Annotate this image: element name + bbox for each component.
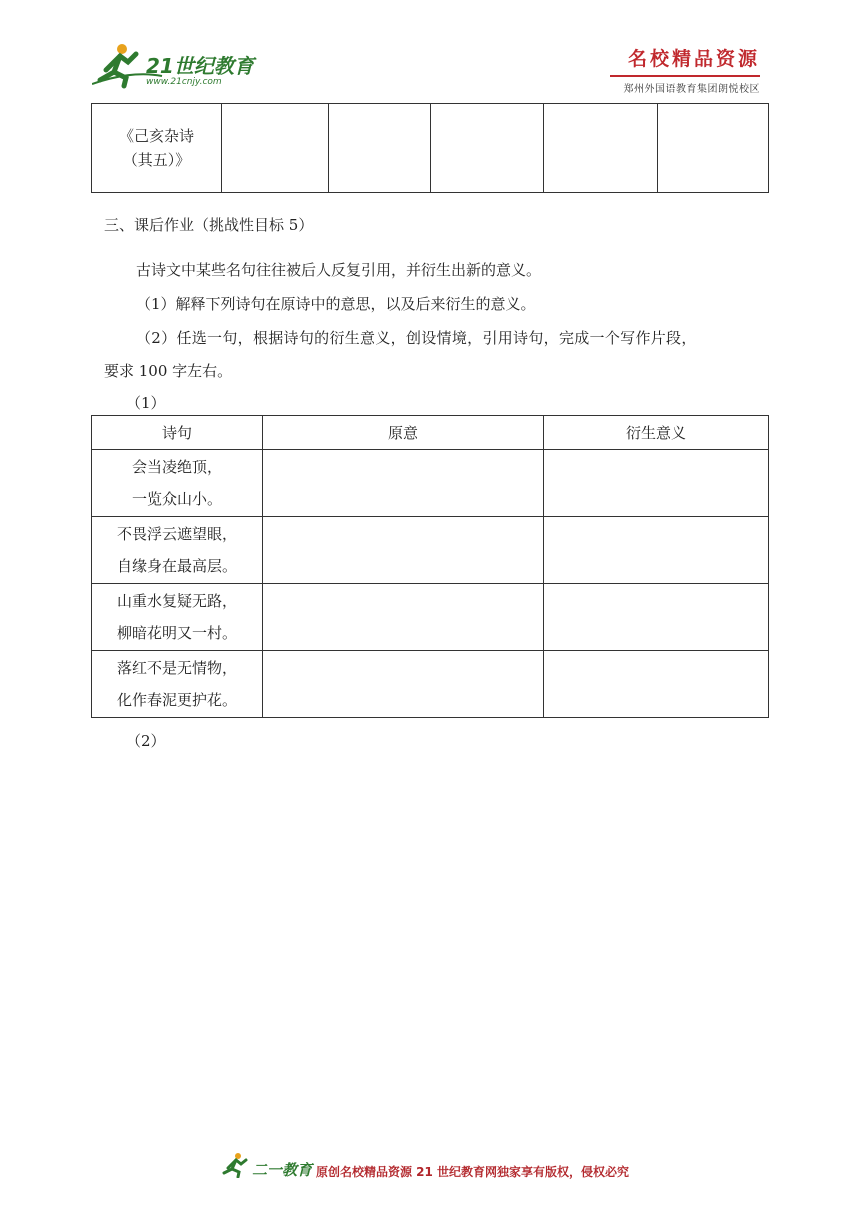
- table-row: [92, 517, 769, 584]
- poem-line: 落红不是无情物，: [116, 659, 237, 677]
- original-meaning-cell[interactable]: [263, 584, 544, 651]
- task-1-text: （1）解释下列诗句在原诗中的意思，以及后来衍生的意义。: [136, 295, 536, 313]
- footer-logo: [220, 1152, 252, 1182]
- answer-cell[interactable]: [431, 104, 544, 193]
- logo-text: 21世纪教育: [146, 54, 254, 78]
- derived-meaning-cell[interactable]: [544, 517, 769, 584]
- brand-title: 名校精品资源: [627, 48, 760, 70]
- table-row: [92, 104, 769, 193]
- logo-url: www.21cnjy.com: [146, 77, 222, 87]
- continuation-table: [91, 103, 769, 193]
- poem-table: [91, 415, 769, 718]
- table-header-row: [92, 416, 769, 450]
- poem-title-line: 《己亥杂诗: [118, 127, 194, 145]
- table-row: [92, 651, 769, 718]
- poem-cell: [92, 651, 263, 718]
- original-meaning-cell[interactable]: [263, 517, 544, 584]
- answer-cell[interactable]: [544, 104, 658, 193]
- intro-paragraph: 古诗文中某些名句往往被后人反复引用，并衍生出新的意义。: [136, 261, 542, 279]
- poem-line: 柳暗花明又一村。: [116, 624, 237, 642]
- task-2-text: （2）任选一句，根据诗句的衍生意义，创设情境，引用诗句，完成一个写作片段，: [136, 329, 697, 347]
- task-2-continued: 要求 100 字左右。: [104, 362, 233, 380]
- poem-cell: [92, 517, 263, 584]
- subtask-label-2: （2）: [126, 732, 166, 750]
- poem-line: 山重水复疑无路，: [116, 592, 237, 610]
- column-header: 原意: [263, 416, 544, 450]
- poem-line: 化作春泥更护花。: [116, 691, 237, 709]
- brand-divider: [610, 75, 760, 77]
- runner-logo-icon: [220, 1152, 252, 1178]
- answer-cell[interactable]: [658, 104, 769, 193]
- footer-copyright: 原创名校精品资源 21 世纪教育网独家享有版权，侵权必究: [316, 1165, 630, 1179]
- column-header: 诗句: [92, 416, 263, 450]
- poem-cell: [92, 450, 263, 517]
- column-header: 衍生意义: [544, 416, 769, 450]
- brand-subtitle: 郑州外国语教育集团朗悦校区: [623, 84, 760, 95]
- table-row: [92, 450, 769, 517]
- subtask-label-1: （1）: [126, 394, 166, 412]
- derived-meaning-cell[interactable]: [544, 651, 769, 718]
- poem-line: 会当凌绝顶，: [131, 458, 222, 476]
- derived-meaning-cell[interactable]: [544, 584, 769, 651]
- table-row: [92, 584, 769, 651]
- poem-line: 自缘身在最高层。: [116, 557, 237, 575]
- answer-cell[interactable]: [329, 104, 431, 193]
- poem-title-line: （其五）》: [122, 151, 191, 169]
- poem-title-cell: [92, 104, 222, 193]
- poem-cell: [92, 584, 263, 651]
- section-heading: 三、课后作业（挑战性目标 5）: [104, 216, 314, 234]
- footer-logo-text: 二一教育: [252, 1161, 313, 1179]
- poem-line: 一览众山小。: [131, 490, 222, 508]
- brand-block: [610, 44, 760, 95]
- original-meaning-cell[interactable]: [263, 651, 544, 718]
- answer-cell[interactable]: [222, 104, 329, 193]
- original-meaning-cell[interactable]: [263, 450, 544, 517]
- poem-line: 不畏浮云遮望眼，: [116, 525, 237, 543]
- derived-meaning-cell[interactable]: [544, 450, 769, 517]
